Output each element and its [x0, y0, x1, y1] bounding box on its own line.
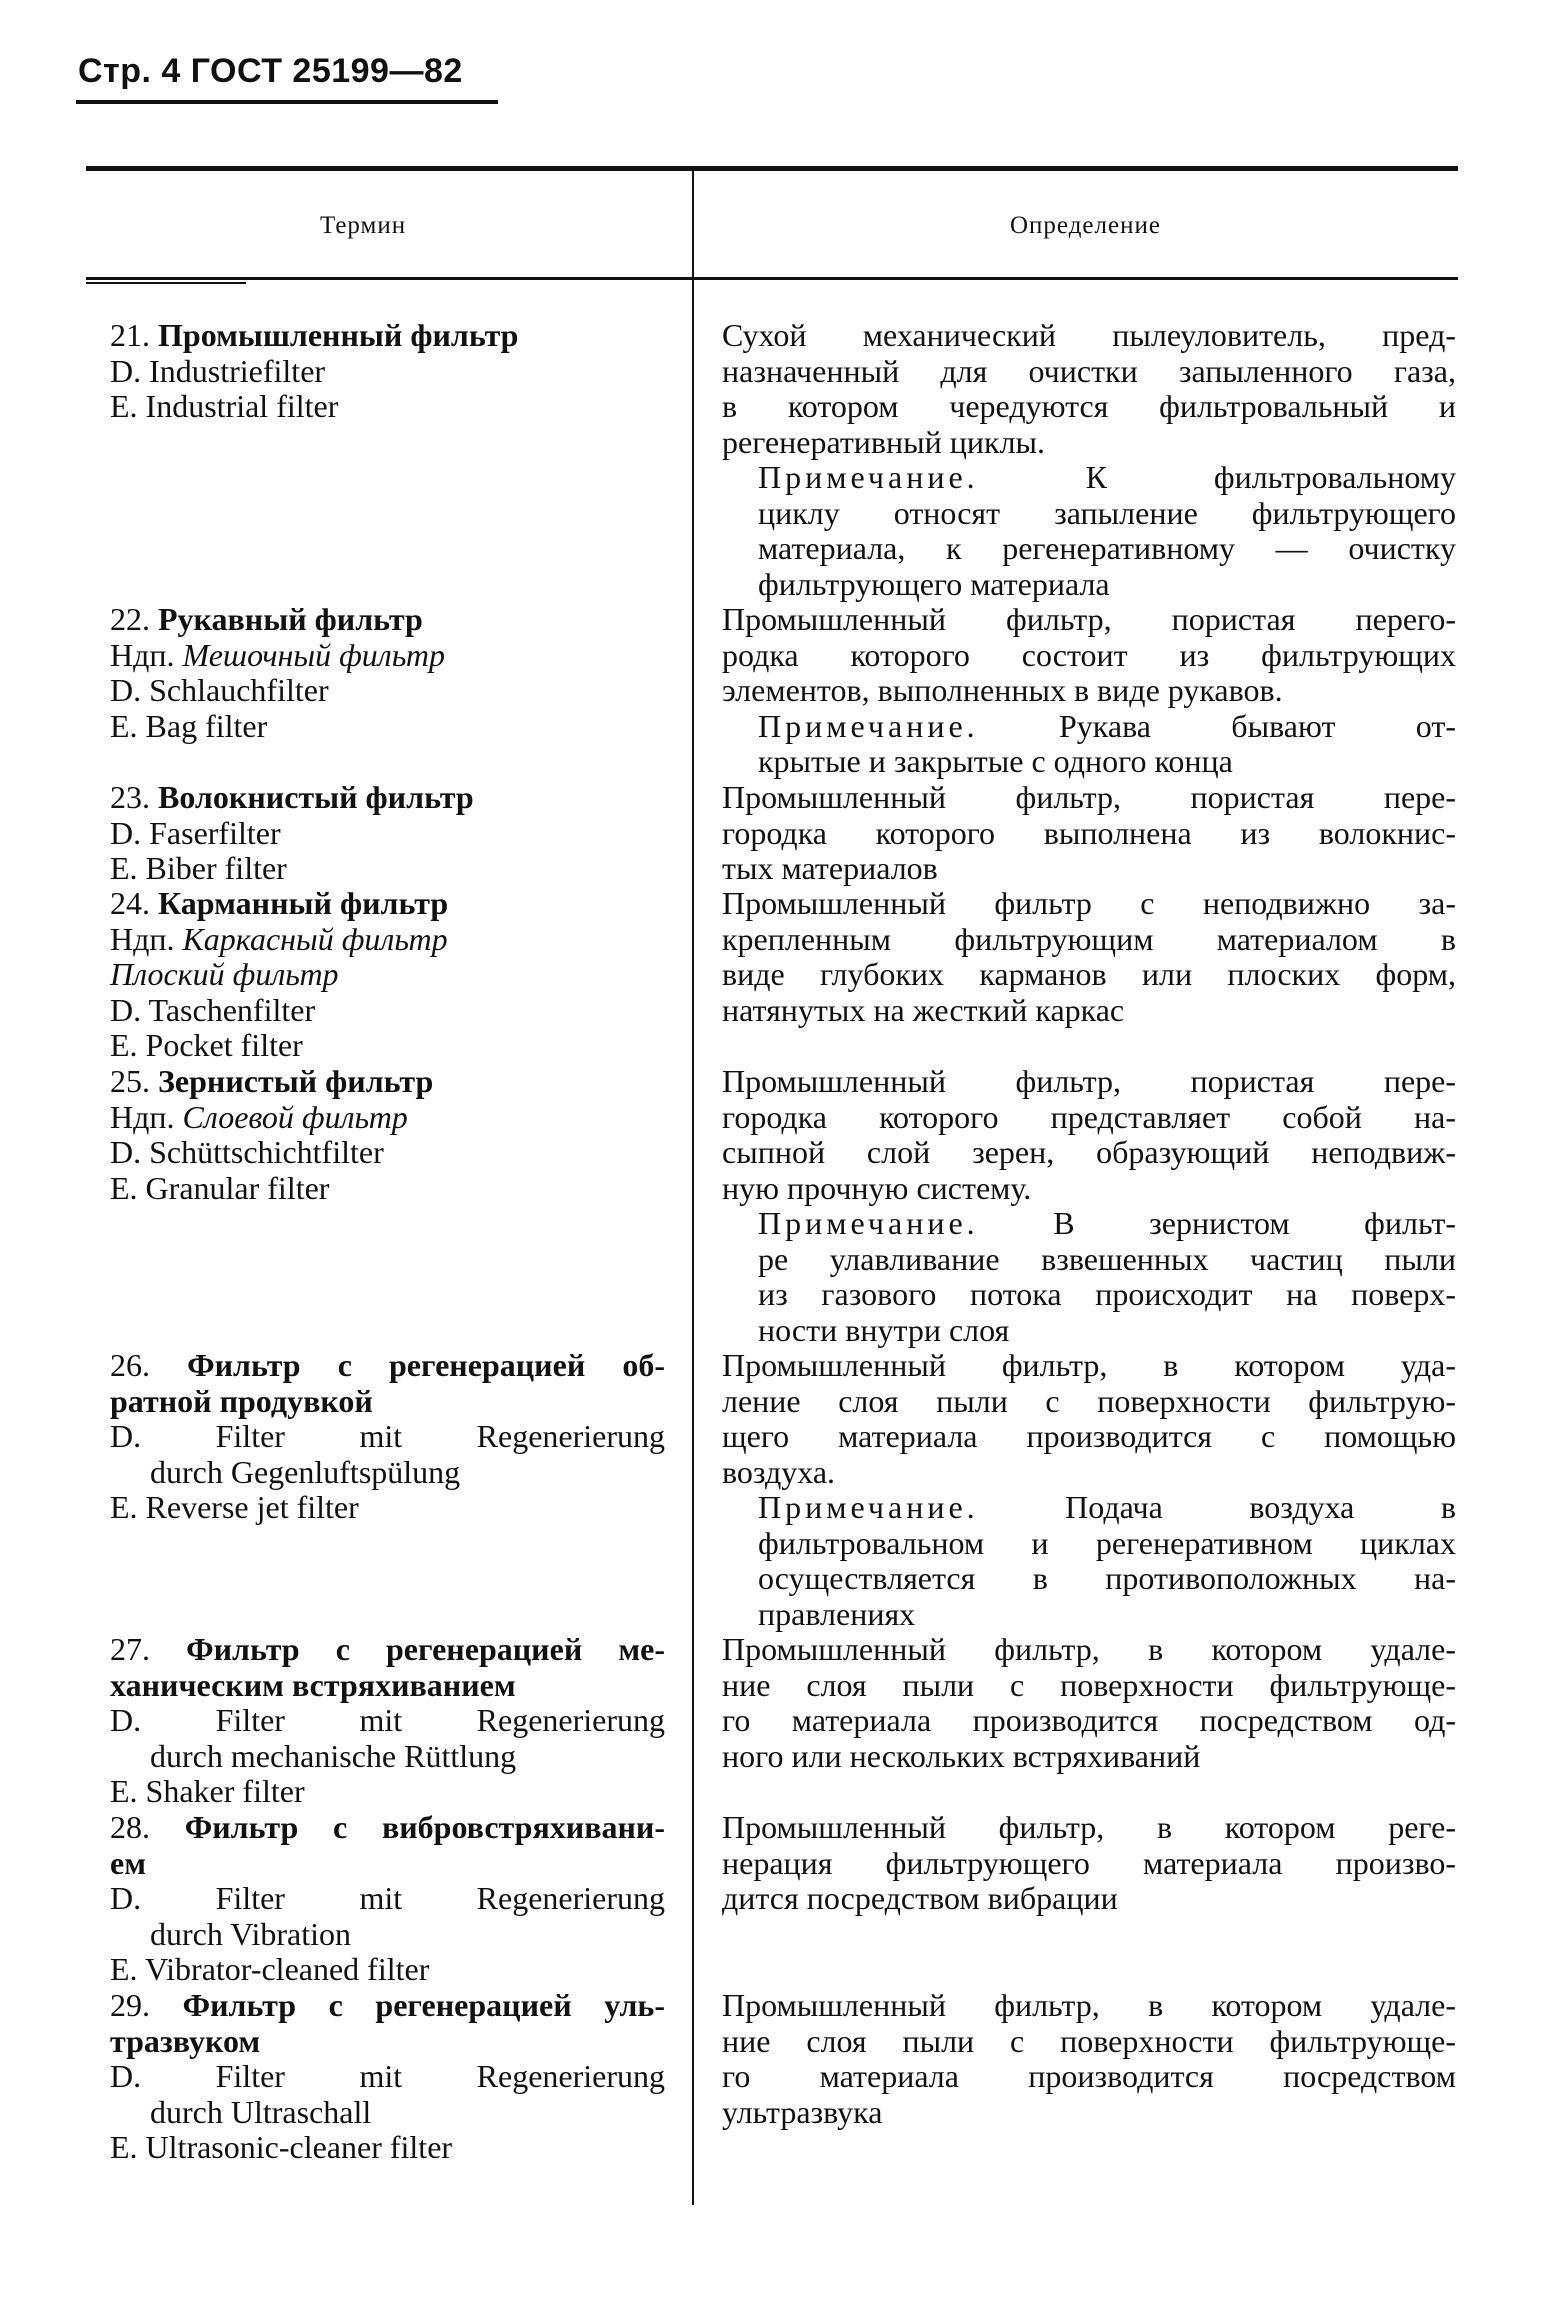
term-25: 25. Зернистый фильтр Ндп. Слоевой фильтр D. Schüttschichtfilter E. Granular filter [110, 1063, 434, 1206]
column-header-definition: Определение [1010, 212, 1161, 239]
term-26: 26. Фильтр с регенерацией об- ратной продувкой D. Filter mit Regenerierung durch Gegenluftspülung E. Reverse jet filter [110, 1347, 666, 1525]
header-rule [76, 100, 498, 104]
header-bottom-rule [86, 277, 1458, 280]
definition-24: Промышленный фильтр с неподвижно за- крепленным фильтрующим материалом в виде глубоких карманов или плоских форм, натянутых на жесткий каркас [722, 885, 1456, 1028]
definition-25: Промышленный фильтр, пористая пере- городка которого представляет собой на- сыпной слой зерен, образующий неподвиж- ную прочную систему. Примечание. В зернистом фильт- ре улавливание взвешенных частиц пыли из газового потока происходит на поверх- ности внутри слоя [722, 1063, 1457, 1348]
definition-21: Сухой механический пылеуловитель, пред- назначенный для очистки запыленного газа, в котором чередуются фильтровальный и регенеративный циклы. Примечание. К фильтровальному циклу относят запыление фильтрующего материала, к регенеративному — очистку фильтрующего материала [722, 317, 1456, 602]
note-label: Примечание. [758, 707, 979, 744]
page-header: Стр. 4 ГОСТ 25199—82 [78, 52, 463, 90]
term-24: 24. Карманный фильтр Ндп. Каркасный фильтр Плоский фильтр D. Taschenfilter E. Pocket filter [110, 885, 449, 1063]
column-divider [692, 170, 694, 2205]
definition-22: Промышленный фильтр, пористая перего- родка которого состоит из фильтрующих элементов, выполненных в виде рукавов. Примечание. Рукава бывают от- крытые и закрытые с одного конца [722, 601, 1457, 779]
header-bottom-rule-double [86, 282, 246, 284]
term-29: 29. Фильтр с регенерацией уль- тразвуком D. Filter mit Regenerierung durch Ultraschall E. Ultrasonic-cleaner filter [110, 1987, 665, 2165]
term-27: 27. Фильтр с регенерацией ме- ханическим встряхиванием D. Filter mit Regenerierung durch mechanische Rüttlung E. Shaker filter [110, 1631, 666, 1809]
definition-27: Промышленный фильтр, в котором удале- ние слоя пыли с поверхности фильтрующе- го материала производится посредством од- ного или нескольких встряхиваний [722, 1631, 1456, 1774]
definition-26: Промышленный фильтр, в котором уда- ление слоя пыли с поверхности фильтрую- щего материала производится с помощью воздуха. Примечание. Подача воздуха в фильтровальном и регенеративном циклах осуществляется в противоположных на- правлениях [722, 1347, 1456, 1632]
note-label: Примечание. [758, 1205, 979, 1241]
term-21: 21. Промышленный фильтр D. Industriefilter E. Industrial filter [110, 317, 519, 424]
note-label: Примечание. [758, 1489, 979, 1525]
term-22: 22. Рукавный фильтр Ндп. Мешочный фильтр D. Schlauchfilter E. Bag filter [110, 601, 445, 744]
note-label: Примечание. [758, 459, 979, 495]
definition-29: Промышленный фильтр, в котором удале- ние слоя пыли с поверхности фильтрующе- го материала производится посредством ультразвука [722, 1987, 1456, 2130]
term-23: 23. Волокнистый фильтр D. Faserfilter E. Biber filter [110, 779, 474, 886]
table-top-rule [86, 166, 1458, 171]
definition-23: Промышленный фильтр, пористая пере- городка которого выполнена из волокнис- тых материалов [722, 779, 1456, 886]
term-28: 28. Фильтр с вибровстряхивани- ем D. Filter mit Regenerierung durch Vibration E. Vibrator-cleaned filter [110, 1809, 665, 1987]
definition-28: Промышленный фильтр, в котором реге- нерация фильтрующего материала произво- дится посредством вибрации [722, 1809, 1456, 1916]
column-header-term: Термин [320, 212, 407, 239]
